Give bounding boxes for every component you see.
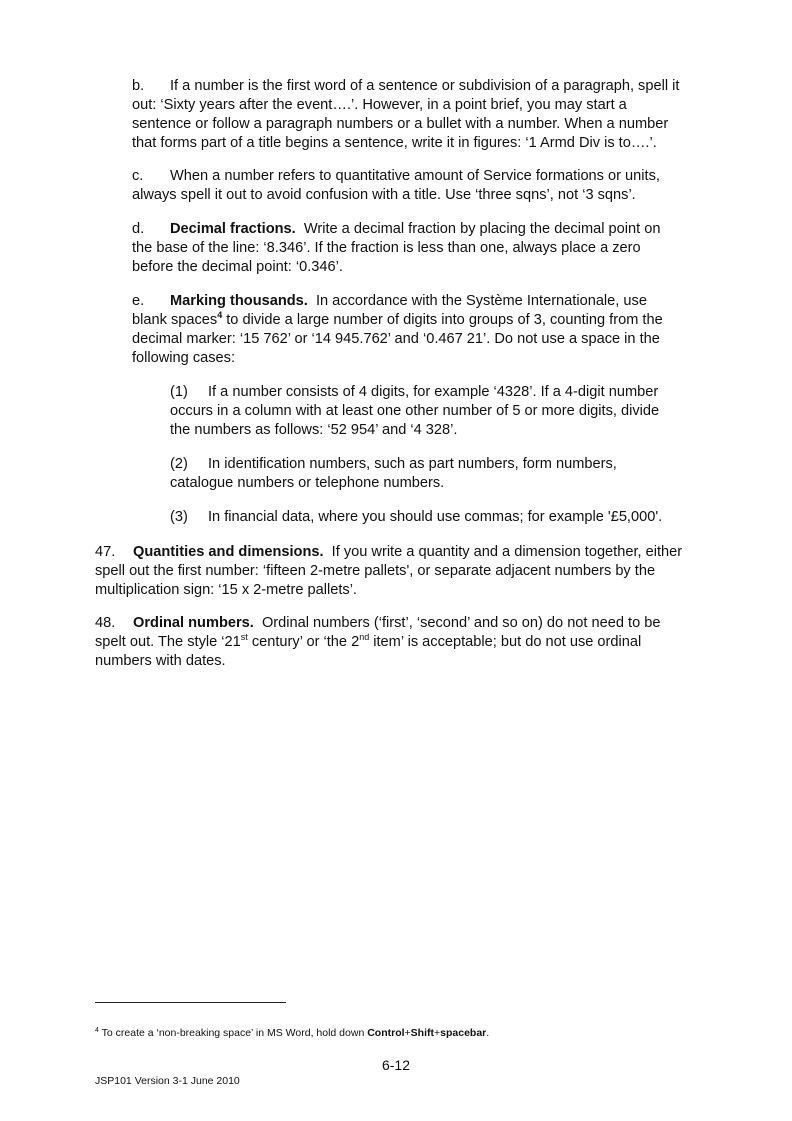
paragraph-text: If you write a quantity and a dimension together, either spell out the first number: ‘fifteen 2-metre pallets', or separate adjacent numbers by the multiplication sign: ‘15 x 2-metre pallets’. [95,544,683,598]
paragraph-text: In financial data, where you should use commas; for example '£5,000'. [208,509,663,525]
footnote-end: . [486,1027,490,1039]
footnote-number: 4 [95,1027,99,1034]
paragraph-text: item’ is acceptable; but do not use ordinal numbers with dates. [95,634,642,669]
paragraph-label: e. [132,293,145,309]
paragraph-heading: Decimal fractions. [170,221,296,237]
paragraph-e [132,292,682,368]
paragraph-b [132,77,682,153]
paragraph-heading: Ordinal numbers. [133,615,254,631]
footnote-key-shift: Shift [410,1027,434,1039]
paragraph-heading: Marking thousands. [170,293,308,309]
ordinal-superscript: st [240,632,248,642]
paragraph-heading: Quantities and dimensions. [133,544,324,560]
paragraph-text: When a number refers to quantitative amount of Service formations or units, always spell it out to avoid confusion with a title. Use ‘three sqns’, not ‘3 sqns’. [132,168,660,203]
footnote-text: To create a ‘non-breaking space’ in MS Word, hold down [98,1027,368,1039]
footnote-plus: + [404,1027,411,1039]
paragraph-48 [95,614,685,671]
footnote-key-spacebar: spacebar [440,1027,487,1039]
document-footer: JSP101 Version 3-1 June 2010 [95,1075,240,1087]
paragraph-text: Ordinal numbers (‘first’, ‘second’ and so on) do not need to be spelt out. The style ‘21 [95,615,661,650]
paragraph-text: century’ or ‘the 2 [247,634,360,650]
footnote-reference: 4 [217,310,223,320]
paragraph-text: In accordance with the Système Internationale, use blank spaces [132,293,647,328]
paragraph-label: 48. [95,615,116,631]
paragraph-e-1 [170,383,670,440]
paragraph-47 [95,543,685,600]
ordinal-superscript: nd [359,632,370,642]
paragraph-text: In identification numbers, such as part numbers, form numbers, catalogue numbers or telephone numbers. [170,456,617,491]
paragraph-label: (2) [170,456,188,472]
paragraph-d [132,220,682,277]
footnote [95,1027,695,1040]
paragraph-text: If a number is the first word of a sentence or subdivision of a paragraph, spell it out: ‘Sixty years after the event….’. However, in a point brief, you may start a sentence or follow a paragraph numbers or a bullet with a number. When a number that forms part of a title begins a sentence, write it in figures: ‘1 Armd Div is to….’. [132,78,680,151]
paragraph-label: (1) [170,384,188,400]
paragraph-label: (3) [170,509,188,525]
paragraph-label: 47. [95,544,116,560]
paragraph-c [132,167,682,205]
paragraph-e-2 [170,455,670,493]
paragraph-label: b. [132,78,145,94]
paragraph-e-3 [170,508,670,527]
footnote-divider [95,1002,286,1003]
paragraph-text: If a number consists of 4 digits, for example ‘4328’. If a 4-digit number occurs in a column with at least one other number of 5 or more digits, divide the numbers as follows: ‘52 954’ and ‘4 328’. [170,384,660,438]
footnote-plus: + [434,1027,441,1039]
page-number: 6-12 [381,1057,411,1073]
paragraph-label: d. [132,221,145,237]
paragraph-label: c. [132,168,144,184]
paragraph-text: Write a decimal fraction by placing the decimal point on the base of the line: ‘8.346’. If the fraction is less than one, always place a zero before the decimal point: ‘0.346’. [132,221,661,275]
footnote-key-control: Control [367,1027,405,1039]
paragraph-text-continued: to divide a large number of digits into groups of 3, counting from the decimal marker: ‘15 762’ or ‘14 945.762’ and ‘0.467 21’. Do not use a space in the following cases: [132,312,663,366]
